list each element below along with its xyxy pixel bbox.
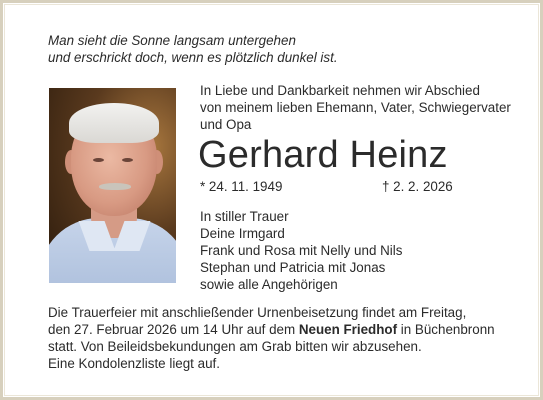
funeral-line-2-start: den 27. Februar 2026 um 14 Uhr auf dem — [48, 322, 299, 337]
motto-line-1: Man sieht die Sonne langsam untergehen — [48, 33, 296, 48]
birth-date: * 24. 11. 1949 — [200, 179, 283, 194]
mourners-line-1: In stiller Trauer — [200, 209, 289, 224]
intro-line-1: In Liebe und Dankbarkeit nehmen wir Abschied — [200, 83, 480, 98]
portrait-photo — [49, 88, 176, 283]
intro-line-2: von meinem lieben Ehemann, Vater, Schwiegervater — [200, 100, 511, 115]
funeral-line-2 — [48, 321, 495, 339]
cemetery-name: Neuen Friedhof — [298, 322, 398, 337]
mourners-line-4: Stephan und Patricia mit Jonas — [200, 260, 386, 275]
intro-line-3: und Opa — [200, 117, 252, 132]
funeral-line-2-end: in Büchenbronn — [397, 322, 495, 337]
deceased-name: Gerhard Heinz — [198, 134, 448, 176]
funeral-line-3: statt. Von Beileidsbekundungen am Grab bitten wir abzusehen. — [48, 339, 422, 354]
death-date: † 2. 2. 2026 — [382, 179, 453, 194]
mourners-line-5: sowie alle Angehörigen — [200, 277, 338, 292]
motto-line-2: und erschrickt doch, wenn es plötzlich dunkel ist. — [48, 50, 338, 65]
funeral-line-1: Die Trauerfeier mit anschließender Urnenbeisetzung findet am Freitag, — [48, 305, 467, 320]
mourners-line-3: Frank und Rosa mit Nelly und Nils — [200, 243, 403, 258]
funeral-line-4: Eine Kondolenzliste liegt auf. — [48, 356, 220, 371]
mourners-line-2: Deine Irmgard — [200, 226, 285, 241]
